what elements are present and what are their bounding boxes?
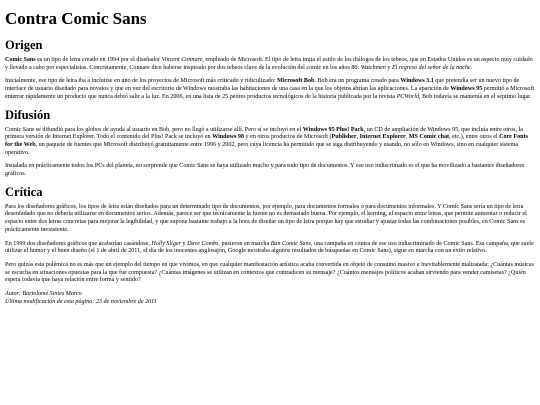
bold-text: Comic Sans (5, 57, 36, 63)
bold-text: Windows 98 (212, 134, 245, 141)
text-run: , etc.), entre otros el (449, 134, 500, 141)
section-critica (5, 185, 535, 285)
author-line: Autor: Bartolomé Sintes Marco (5, 291, 82, 298)
page-footer (5, 291, 535, 306)
bold-text: Internet Explorer (359, 134, 406, 141)
text-run: , una campaña en contra de ese uso indiscriminado de Comic Sans. Esa campaña, que suele utilizar el humor y el buen diseño (el 1 de abril de 2011, el día de los inocentes anglosajón, Google mostraba algunos resultados de búsquedas en Comic Sans), sigue en marcha con un éxito relativo. (5, 240, 534, 255)
text-run: Comic Sans se difundió para los globos de ayuda al usuario en Bob, pero no llegó a utilizarse allí. Pero sí se incluyó en el (5, 126, 303, 133)
text-run: , empleado de Microsoft. El tipo de letra imita el estilo de los diálogos de los tebeos, que en Estados Unidos es un aspecto muy cuidado y llevado a cabo por especialistas. Concretamente, Connare dice haberse inspirado por dos tebeos clave de la evolución del comic en los años 80: (5, 57, 533, 71)
bold-text: MS Comic chat (408, 134, 450, 141)
text-run: y (181, 240, 188, 247)
last-modified-line: Última modificación de esta página: 23 de noviembre de 2011 (5, 298, 157, 305)
italic-text: Ban Comic Sans (270, 240, 311, 247)
text-run: y (385, 64, 392, 71)
italic-text: Holly Sliger (151, 240, 181, 247)
heading-difusion: Difusión (5, 107, 51, 122)
italic-text: Vincent Connare (161, 57, 203, 63)
heading-critica: Crítica (5, 184, 43, 199)
page-title: Contra Comic Sans (5, 9, 147, 28)
paragraph (5, 57, 535, 72)
bold-text: Microsoft Bob (277, 78, 315, 85)
paragraph (5, 204, 535, 235)
paragraph (5, 127, 535, 158)
italic-text: El regreso del señor de la noche (391, 64, 471, 71)
bold-text: Publisher (331, 134, 357, 141)
text-run: es un tipo de letra creado en 1994 por el diseñador (35, 57, 162, 63)
italic-text: Watchmen (360, 64, 386, 71)
italic-text: PCWorld (396, 93, 420, 100)
bold-text: Windows 3.1 (400, 78, 434, 85)
section-difusion (5, 108, 535, 179)
text-run: , un paquete de fuentes que Microsoft distribuyó gratuitamente entre 1996 y 2002, pero cuya licencia ha permitido que se siga distribuyendo y usando, no sólo en Windows, sino en cualquier sistema operativo. (5, 141, 519, 156)
text-run: Pero quizás esta polémica no es más que un ejemplo del tiempo en que vivimos, en que cualquier manifestación artística acaba convertida en objeto de consumo masivo e inevitablemente maltratada: ¿Cuántas músicas se escucha en situaciones opuestas para la que fue compuesta? ¿Cuántas imágenes se utilizan en contextos que contradicen su mensaje? ¿Cuántos mensajes políticos acaban sirviendo para vender camisetas? ¿Quién espera todavía que haya relación entre forma y sentido? (5, 261, 534, 284)
paragraph (5, 78, 535, 101)
text-run: Instalada en prácticamente todos los PCs del planeta, no sorprende que Comic Sans se haya utilizado mucho y para todo tipo de documentos. Y ese uso indiscrimado es el que ha movilizado a bastantes diseñadores gráficos. (5, 163, 525, 178)
text-run: que pretendía ser un nuevo tipo de interface de usuario diseñado para novatos y que en vez del escritorio de Windows mostraba las habitaciones de una casa en la que los objetos abrían las aplicaciones. La aparición de (5, 78, 520, 93)
text-run: , Bob todavía se mantenía en el séptimo lugar. (419, 93, 532, 100)
text-run: En 1999 dos diseñadores gráficos que acabarían casándose, (5, 240, 152, 247)
text-run: . (470, 64, 473, 71)
paragraph (5, 262, 535, 285)
paragraph (5, 241, 535, 256)
text-run: Inicialmente, ese tipo de letra iba a incluirse en uno de los proyectos de Microsoft más criticado y ridiculizado: (5, 78, 278, 85)
bold-text: Windows 95 (450, 86, 483, 93)
text-run: , (405, 134, 409, 141)
italic-text: Dave Combs (187, 240, 219, 247)
bold-text: Core Fonts for the Web (5, 134, 528, 148)
text-run: . Bob era un programa creado para (314, 78, 401, 85)
text-run: Para los diseñadores gráficos, los tipos de letra están diseñados para un determinado tipo de documentos, por ejemplo, para documentos formales o para documentos informales. Y Comic Sans sería un tipo de letra desenfadado que no debería utilizarse en documentos serios. Además, parece ser que técnicamente la fuente no es demasiado buena. Por ejemplo, el kerning, el espacio entre letras, que permite aumentar o reducir el espacio entre dos letras concretas para mejorar la legibilidad, y que supone bastante trabajo a la hora de diseñar un tipo de letra porque hay que estudiar y ajustar todas las combinaciones posibles, en Comic Sans es prácticamente inexistente. (5, 203, 527, 233)
text-run: y en otros productos de Microsoft ( (244, 134, 332, 141)
text-run: , pusieron en marcha (218, 240, 271, 247)
bold-text: Windows 95 Plus! Pack (302, 126, 364, 133)
text-run: , (356, 134, 360, 141)
heading-origen: Origen (5, 38, 43, 52)
text-run: , un CD de ampliación de Windows 95, que incluía entre otros, la primera versión de Internet Explorer. Todo el contenido del Plus! Pack se incluyó en (5, 126, 523, 141)
paragraph (5, 163, 535, 178)
text-run: permitió a Microsoft enterrar rápidamente un producto que nunca debió salir a la luz. En 2006, en una lista de 25 peores productos tecnológicos de la historia publicada por la revista (5, 86, 535, 100)
section-origen (5, 38, 535, 102)
